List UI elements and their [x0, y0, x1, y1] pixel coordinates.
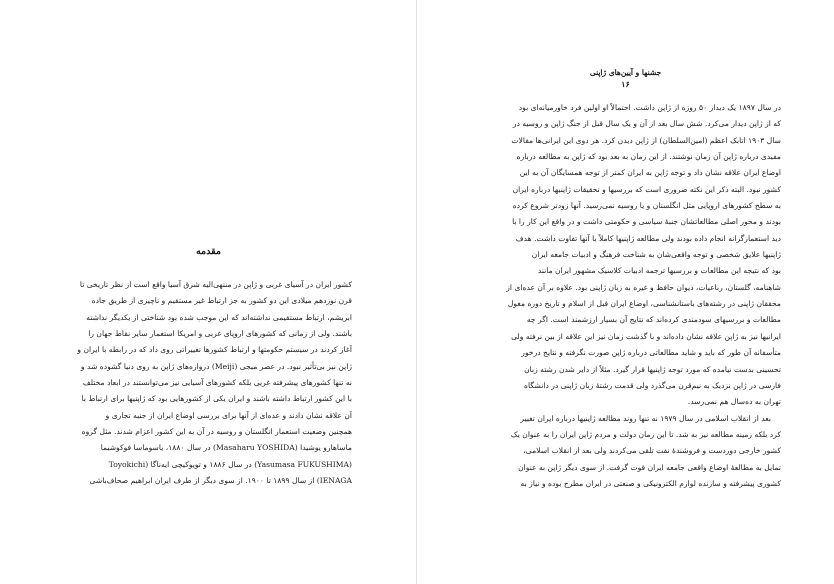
text-line: تمایل به مطالعهٔ اوضاع واقعی جامعه ایران قوت گرفت. از سوی دیگر ژاپن به عنوان	[518, 462, 781, 472]
text-line: تحسینی بدست نیامده که مورد توجه ژاپنیها قرار گیرد. مثلاً از دایر شدن رشته زبان	[524, 364, 781, 374]
body-paragraph	[497, 100, 781, 411]
text-line: ماساهارو یوشیدا (Masaharu YOSHIDA) در سال ۱۸۸۰، یاسوماسا فوکوشیما	[100, 443, 352, 453]
text-line: به سطح کشورهای اروپایی مثل انگلستان و یا روسیه نمی‌رسید. آنها زودتر شروع کرده	[512, 201, 781, 211]
text-line: ایرانیها نیز به ژاپن علاقه نشان داده‌اند و با گذشت زمان نیز این علاقه از بین نرفته ولی	[511, 331, 781, 341]
right-page-body	[497, 100, 781, 492]
text-line: که از ژاپن دیدار می‌کرد. شش سال بعد از آن و یک سال قبل از جنگ ژاپن و روسیه در	[512, 119, 781, 129]
running-head: جشنها و آیین‌های ژاپنی	[589, 68, 662, 77]
text-line: بعد از انقلاب اسلامی در سال ۱۹۷۹ نه تنها روند مطالعه ژاپنیها درباره ایران تغییر	[520, 413, 771, 423]
text-line: کشوری پیشرفته و سازنده لوازم الکترونیکی و صنعتی در ایران مطرح بوده و نیاز به	[520, 478, 781, 488]
right-page	[417, 0, 834, 584]
text-line: باشند. ولی از زمانی که کشورهای اروپای غربی و امریکا استعمار سایر نقاط جهان را	[88, 329, 352, 339]
text-line: آغاز کردند در سیستم حکومتها و ارتباط کشورها تغییراتی روی داد که در رابطه با ایران و	[77, 345, 352, 355]
text-line: فارسی در ژاپن نزدیک به نیم‌قرن می‌گذرد ولی قدمت رشتهٔ زبان ژاپنی در دانشگاه	[523, 380, 781, 390]
text-line: متأسفانه آن طور که باید و شاید مطالعاتی درباره ژاپن صورت نگرفته و نتایج درخور	[521, 348, 781, 358]
text-line: بودند و محور اصلی مطالعاتشان جنبهٔ سیاسی و حکومتی داشت و در واقع این کار را با	[512, 217, 781, 227]
left-page-body	[68, 277, 352, 489]
text-line: قرن نوزدهم میلادی این دو کشور به جز ارتباط غیر مستقیم و ناچیزی از طریق جاده	[91, 296, 352, 306]
intro-paragraph	[68, 277, 352, 489]
text-line: بود که نتیجه این مطالعات و بررسیها ترجمه ادبیات کلاسیک مشهور ایران مانند	[537, 266, 781, 276]
text-line: کشور ایران در آسیای غربی و ژاپن در منتهی‌الیه شرق آسیا واقع است از نظر تاریخی تا	[79, 280, 352, 289]
text-line: (Yasumasa FUKUSHIMA) در سال ۱۸۸۶ و تویوکیچی ایه‌ناگا (Toyokichi	[108, 459, 352, 469]
text-line: تهران به ده‌سال هم نمی‌رسد.	[687, 397, 781, 407]
page-number: ۱۶	[621, 79, 630, 89]
text-line: اوضاع ایران علاقه نشان داد و توجه ژاپن به ایران کمتر از توجه همسایگان آن به این	[519, 168, 781, 178]
text-line: دید استعمارگرانه انجام داده بودند ولی مطالعه ژاپنیها کاملاً با آنها تفاوت داشت. هدف	[515, 233, 781, 243]
text-line: ژاپن نیز بی‌تأثیر نبود. در عصر میجی (Meiji) دروازه‌های ژاپن به روی دنیا گشوده شد و	[80, 361, 352, 371]
text-line: ژاپنیها علایق شخصی و توجه واقعی‌شان به شناخت فرهنگ و ادبیات جامعه ایران	[531, 250, 781, 260]
text-line: در سال ۱۸۹۷ یک دیدار ۵۰ روزه از ژاپن داشت. احتمالاً او اولین فرد خاورمیانه‌ای بود	[518, 103, 781, 112]
text-line: مفیدی درباره ژاپن آن زمان نوشتند. از این زمان به بعد بود که ژاپن به مطالعه درباره	[516, 152, 781, 162]
text-line: شاهنامه، گلستان، رباعیات، دیوان حافظ و غیره به زبان ژاپنی بود. علاوه بر آن عده‌ای از	[506, 282, 781, 292]
body-paragraph	[497, 411, 781, 493]
text-line: سال ۱۹۰۳ اتابک اعظم (امین‌السلطان) از ژاپن دیدن کرد. هر دوی این ایرانی‌ها مقالات	[511, 135, 781, 145]
text-line: ابریشم، ارتباط مستقیمی نداشته‌اند که این موجب شده بود شناختی از یکدیگر نداشته	[86, 312, 352, 322]
text-line: با این کشور ارتباط داشته باشند و ایران یکی از کشورهایی بود که ژاپنیها برای ارتباط با	[81, 394, 352, 404]
text-line: IENAGA) از سال ۱۸۹۹ تا ۱۹۰۰. از سوی دیگر از طرف ایران ابراهیم صحاف‌باشی	[89, 476, 352, 486]
text-line: مطالعات و بررسیهای سودمندی کرده‌اند که نتایج آن بسیار ارزشمند است. اگر چه	[526, 315, 781, 325]
text-line: نه تنها کشورهای پیشرفته غربی بلکه کشورهای آسیایی نیز می‌توانستند در ابعاد مختلف	[82, 378, 352, 388]
text-line: کشور نبود. البته ذکر این نکته ضروری است که بررسیها و تحقیقات ژاپنیها درباره ایران	[512, 184, 781, 194]
text-line: همچنین وضعیت استعمار انگلستان و روسیه در آن به این کشور اعزام شدند. مثل گروه	[81, 427, 352, 437]
chapter-heading: مقدمه	[195, 246, 222, 257]
text-line: محققان ژاپنی در رشته‌های باستانشناسی، اوضاع ایران قبل از اسلام و تاریخ دوره مغول	[507, 299, 781, 309]
text-line: کشور خارجی دوردست و فروشندهٔ نفت تلقی می‌کردند ولی بعد از انقلاب اسلامی،	[523, 446, 781, 456]
text-line: کرد بلکه زمینه مطالعه نیز به شد. تا این زمان دولت و مردم ژاپن ایران را به عنوان یک	[510, 429, 781, 439]
text-line: آن علاقه نشان دادند و عده‌ای از آنها برای بررسی اوضاع ایران از جنبه تجاری و	[105, 410, 352, 420]
